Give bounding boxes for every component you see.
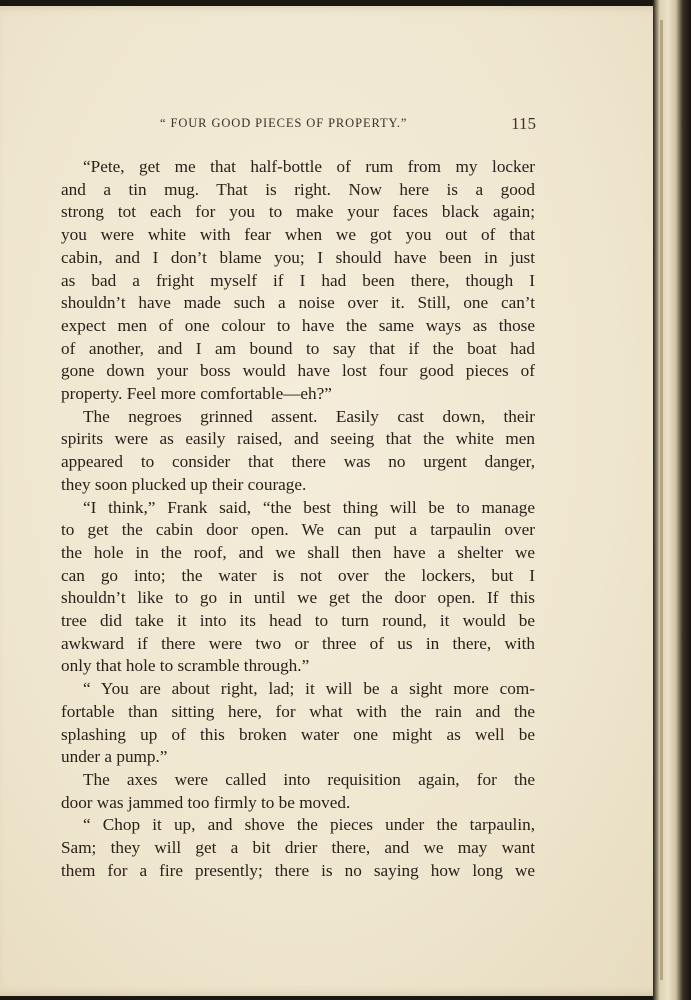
text-line: fortable than sitting here, for what with the rain and the (61, 701, 535, 721)
text-line: shouldn’t have made such a noise over it. Still, one can’t (61, 293, 535, 313)
text-line: property. Feel more comfortable—eh?” (61, 384, 332, 404)
text-line: and a tin mug. That is right. Now here is a good (61, 179, 535, 199)
text-line: gone down your boss would have lost four good pieces of (61, 361, 535, 381)
text-line: to get the cabin door open. We can put a tarpaulin over (61, 520, 535, 540)
text-line: can go into; the water is not over the lockers, but I (61, 565, 535, 585)
book-page (0, 6, 668, 996)
text-line: “ You are about right, lad; it will be a sight more com- (83, 679, 535, 699)
text-line: strong tot each for you to make your faces black again; (61, 202, 535, 222)
text-line: awkward if there were two or three of us in there, with (61, 633, 535, 653)
text-line: The negroes grinned assent. Easily cast down, their (83, 406, 535, 426)
page-header (60, 114, 538, 136)
text-line: “Pete, get me that half-bottle of rum from my locker (83, 157, 535, 176)
page-edge (660, 20, 663, 980)
body-text (61, 156, 535, 883)
text-line: “I think,” Frank said, “the best thing will be to manage (83, 497, 535, 517)
text-line: Sam; they will get a bit drier there, and we may want (61, 838, 535, 858)
text-line: under a pump.” (61, 747, 168, 767)
text-line: tree did take it into its head to turn round, it would be (61, 611, 535, 631)
text-line: you were white with fear when we got you out of that (61, 225, 535, 245)
text-line: expect men of one colour to have the same ways as those (61, 315, 535, 335)
book-spine-edge (653, 0, 691, 1000)
text-line: of another, and I am bound to say that if the boat had (61, 338, 535, 358)
text-line: shouldn’t like to go in until we get the door open. If this (61, 588, 535, 608)
text-line: door was jammed too firmly to be moved. (61, 792, 351, 812)
text-line: spirits were as easily raised, and seeing that the white men (61, 429, 535, 449)
text-line: cabin, and I don’t blame you; I should have been in just (61, 247, 535, 267)
text-line: the hole in the roof, and we shall then have a shelter we (61, 542, 535, 562)
text-line: The axes were called into requisition again, for the (83, 769, 535, 789)
text-line: them for a fire presently; there is no saying how long we (61, 860, 535, 880)
text-line: they soon plucked up their courage. (61, 474, 307, 494)
text-line: only that hole to scramble through.” (61, 656, 310, 676)
running-title: “ FOUR GOOD PIECES OF PROPERTY.” (160, 116, 408, 130)
text-line: appeared to consider that there was no urgent danger, (61, 452, 535, 472)
page-number: 115 (511, 114, 536, 133)
text-line: “ Chop it up, and shove the pieces under the tarpaulin, (83, 815, 535, 835)
text-line: as bad a fright myself if I had been there, though I (61, 270, 535, 290)
text-line: splashing up of this broken water one might as well be (61, 724, 535, 744)
